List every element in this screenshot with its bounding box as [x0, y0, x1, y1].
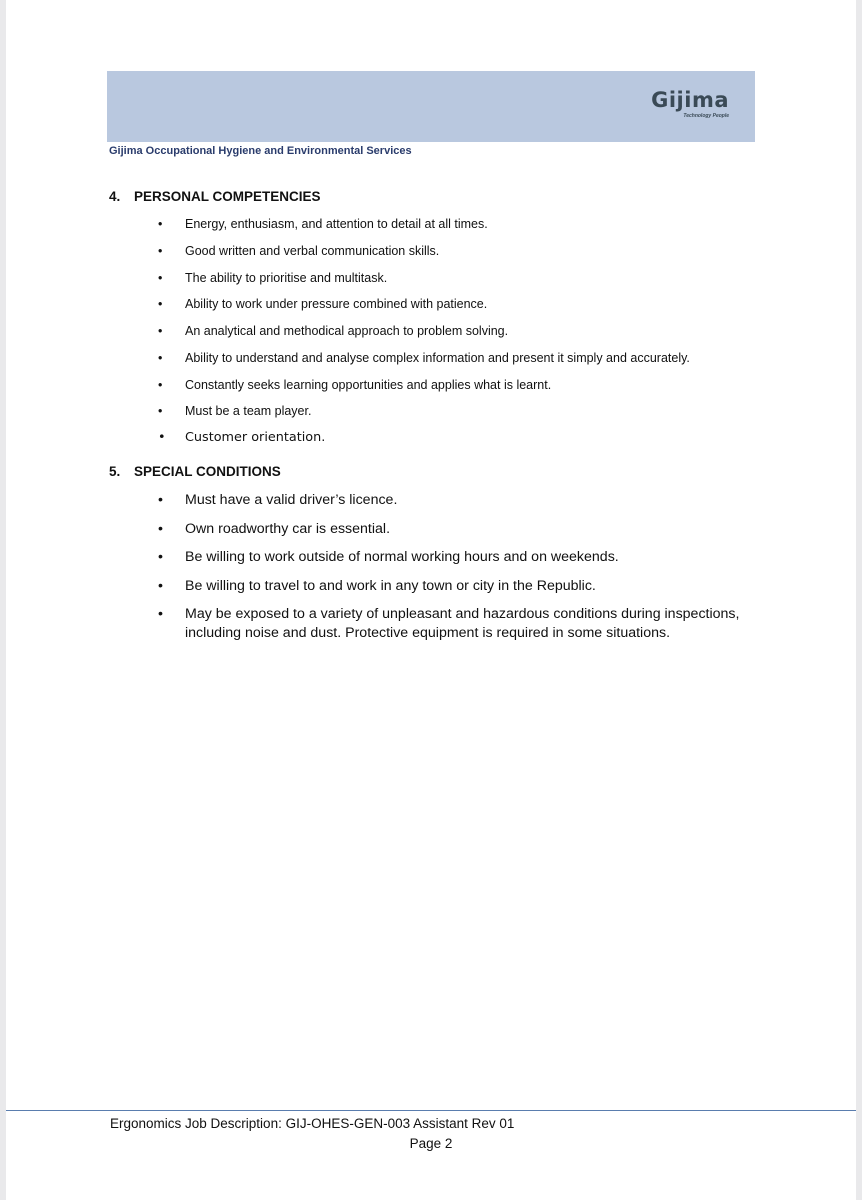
logo-wordmark: Gijima	[651, 88, 729, 112]
list-item: • Be willing to work outside of normal working hours and on weekends.	[158, 549, 619, 565]
list-item: • The ability to prioritise and multitask.	[158, 270, 388, 285]
personal-competencies-list	[156, 216, 690, 457]
gijima-logo	[651, 88, 729, 119]
footer-document-reference: Ergonomics Job Description: GIJ-OHES-GEN-003 Assistant Rev 01	[110, 1116, 515, 1131]
bullet-icon: •	[158, 377, 163, 392]
bullet-icon: •	[158, 492, 163, 508]
logo-tagline: Technology People	[683, 113, 729, 119]
list-item: • Be willing to travel to and work in any town or city in the Republic.	[158, 577, 596, 594]
section-title: SPECIAL CONDITIONS	[134, 464, 281, 479]
list-item: • May be exposed to a variety of unpleasant and hazardous conditions during inspections, including noise and dust. Protective equipment is required in some situations.	[158, 606, 740, 641]
bullet-icon: •	[158, 549, 163, 565]
list-item: • Good written and verbal communication skills.	[158, 243, 440, 258]
bullet-icon: •	[158, 577, 163, 594]
list-item: • An analytical and methodical approach to problem solving.	[158, 324, 509, 338]
bullet-icon: •	[158, 430, 166, 445]
bullet-icon: •	[158, 350, 163, 365]
section-number: 5.	[109, 464, 121, 479]
special-conditions-list	[156, 491, 756, 653]
list-item: • Must have a valid driver’s licence.	[158, 492, 398, 508]
document-page	[6, 0, 856, 1200]
bullet-icon: •	[158, 217, 163, 231]
footer-divider	[6, 1110, 856, 1111]
bullet-icon: •	[158, 404, 163, 419]
bullet-icon: •	[158, 324, 163, 338]
footer-page-number: Page 2	[409, 1136, 453, 1151]
bullet-icon: •	[158, 606, 163, 622]
list-item: • Ability to work under pressure combined with patience.	[158, 297, 488, 312]
bullet-icon: •	[158, 270, 163, 285]
section-number: 4.	[109, 189, 121, 204]
bullet-icon: •	[158, 297, 163, 312]
list-item: • Constantly seeks learning opportunities and applies what is learnt.	[158, 377, 552, 392]
list-item: • Must be a team player.	[158, 404, 312, 419]
list-item: • Customer orientation.	[158, 430, 326, 445]
section-heading-special-conditions	[109, 464, 281, 479]
list-item: • Energy, enthusiasm, and attention to detail at all times.	[158, 217, 488, 231]
list-item: • Ability to understand and analyse complex information and present it simply and accurately.	[158, 350, 690, 365]
section-heading-personal-competencies	[109, 189, 321, 204]
company-line: Gijima Occupational Hygiene and Environmental Services	[109, 145, 412, 157]
bullet-icon: •	[158, 243, 163, 258]
header-band	[107, 71, 755, 142]
bullet-icon: •	[158, 520, 163, 537]
list-item: • Own roadworthy car is essential.	[158, 520, 391, 537]
section-title: PERSONAL COMPETENCIES	[134, 189, 321, 204]
